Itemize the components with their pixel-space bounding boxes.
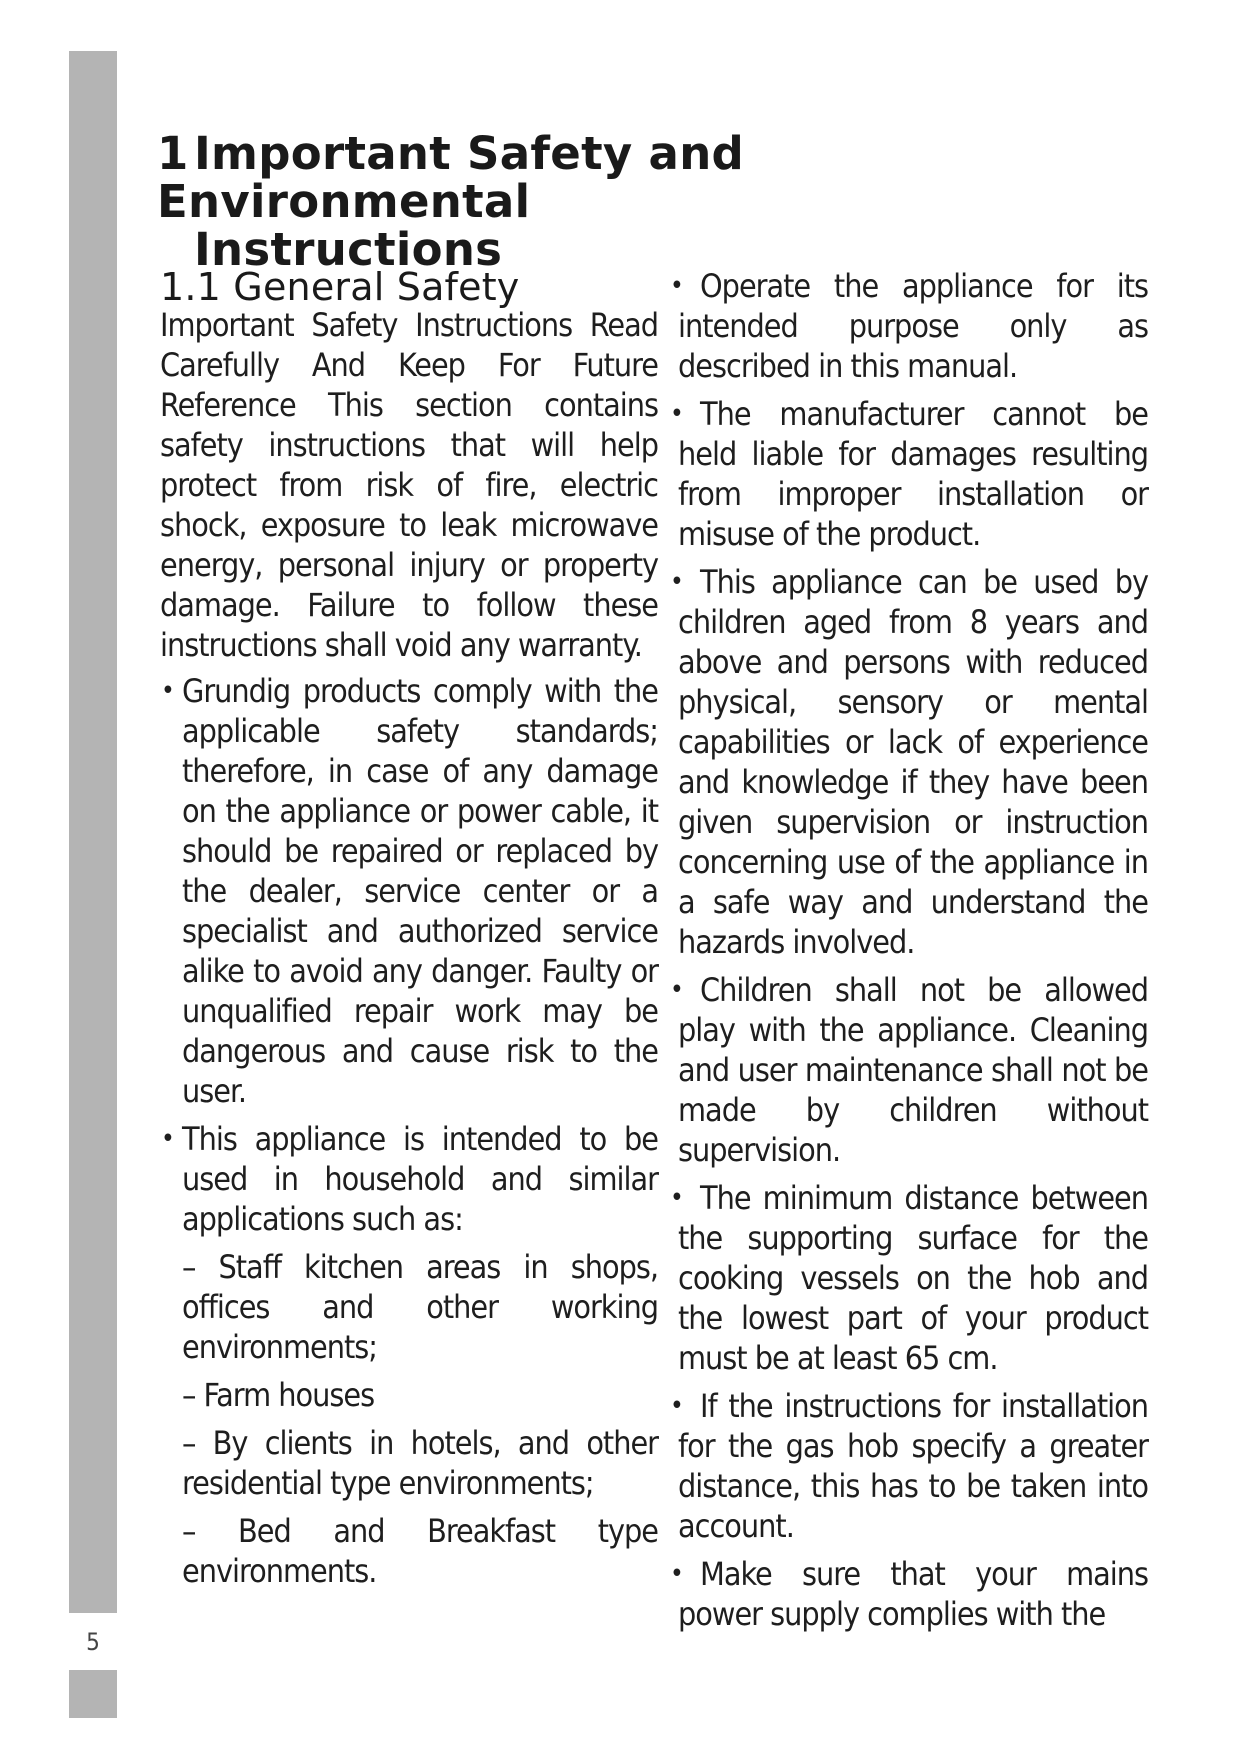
bullet-text: The minimum distance between the supporting surface for the cooking vessels on the hob and the lowest part of your product must be at least 65 cm. — [678, 1179, 1148, 1377]
safety-bullet: • This appliance is intended to be used in household and similar applications such as: — [182, 1119, 658, 1239]
usage-sub-item: – Bed and Breakfast type environments. — [182, 1512, 658, 1590]
margin-bar-footer — [69, 1670, 117, 1718]
bullet-text: Children shall not be allowed play with the appliance. Cleaning and user maintenance shall not be made by children without supervision. — [678, 971, 1148, 1169]
chapter-title — [157, 127, 1117, 276]
bullet-text: Operate the appliance for its intended purpose only as described in this manual. — [678, 267, 1148, 385]
safety-bullet — [678, 970, 1148, 1170]
margin-bar — [69, 51, 117, 1613]
intro-paragraph: Important Safety Instructions Read Carefully And Keep For Future Reference This section contains safety instructions that will help protect from risk of fire, electric shock, exposure to leak microwave energy, personal injury or property damage. Failure to follow these instructions shall void any warranty. — [160, 306, 658, 664]
safety-bullet — [678, 266, 1148, 386]
safety-bullet — [678, 394, 1148, 554]
chapter-number: 1 — [157, 127, 189, 180]
left-column — [160, 265, 658, 1591]
safety-bullet — [678, 1554, 1148, 1634]
chapter-title-line1: Important Safety and Environmental — [157, 127, 745, 228]
safety-bullet — [678, 1178, 1148, 1378]
safety-bullet — [678, 562, 1148, 962]
section-heading: 1.1 General Safety — [160, 265, 520, 309]
chapter-title-line2: Instructions — [194, 223, 503, 276]
usage-sub-item: – By clients in hotels, and other residential type environments; — [182, 1424, 658, 1502]
safety-bullet: • Grundig products comply with the applicable safety standards; therefore, in case of any damage on the appliance or power cable, it should be repaired or replaced by the dealer, service center or a specialist and authorized service alike to avoid any danger. Faulty or unqualified repair work may be dangerous and cause risk to the user. — [182, 671, 658, 1111]
usage-sub-item: – Farm houses — [182, 1376, 375, 1414]
bullet-text: Make sure that your mains power supply complies with the — [678, 1555, 1148, 1633]
usage-sub-item: – Staff kitchen areas in shops, offices and other working environments; — [182, 1248, 658, 1366]
right-column — [678, 266, 1148, 1642]
safety-bullet — [678, 1386, 1148, 1546]
bullet-text: This appliance can be used by children aged from 8 years and above and persons with reduced physical, sensory or mental capabilities or lack of experience and knowledge if they have been given supervision or instruction concerning use of the appliance in a safe way and understand the hazards involved. — [678, 563, 1148, 961]
bullet-text: If the instructions for installation for the gas hob specify a greater distance, this has to be taken into account. — [678, 1387, 1148, 1545]
page-number: 5 — [86, 1628, 100, 1656]
bullet-text: The manufacturer cannot be held liable for damages resulting from improper installation or misuse of the product. — [678, 395, 1148, 553]
